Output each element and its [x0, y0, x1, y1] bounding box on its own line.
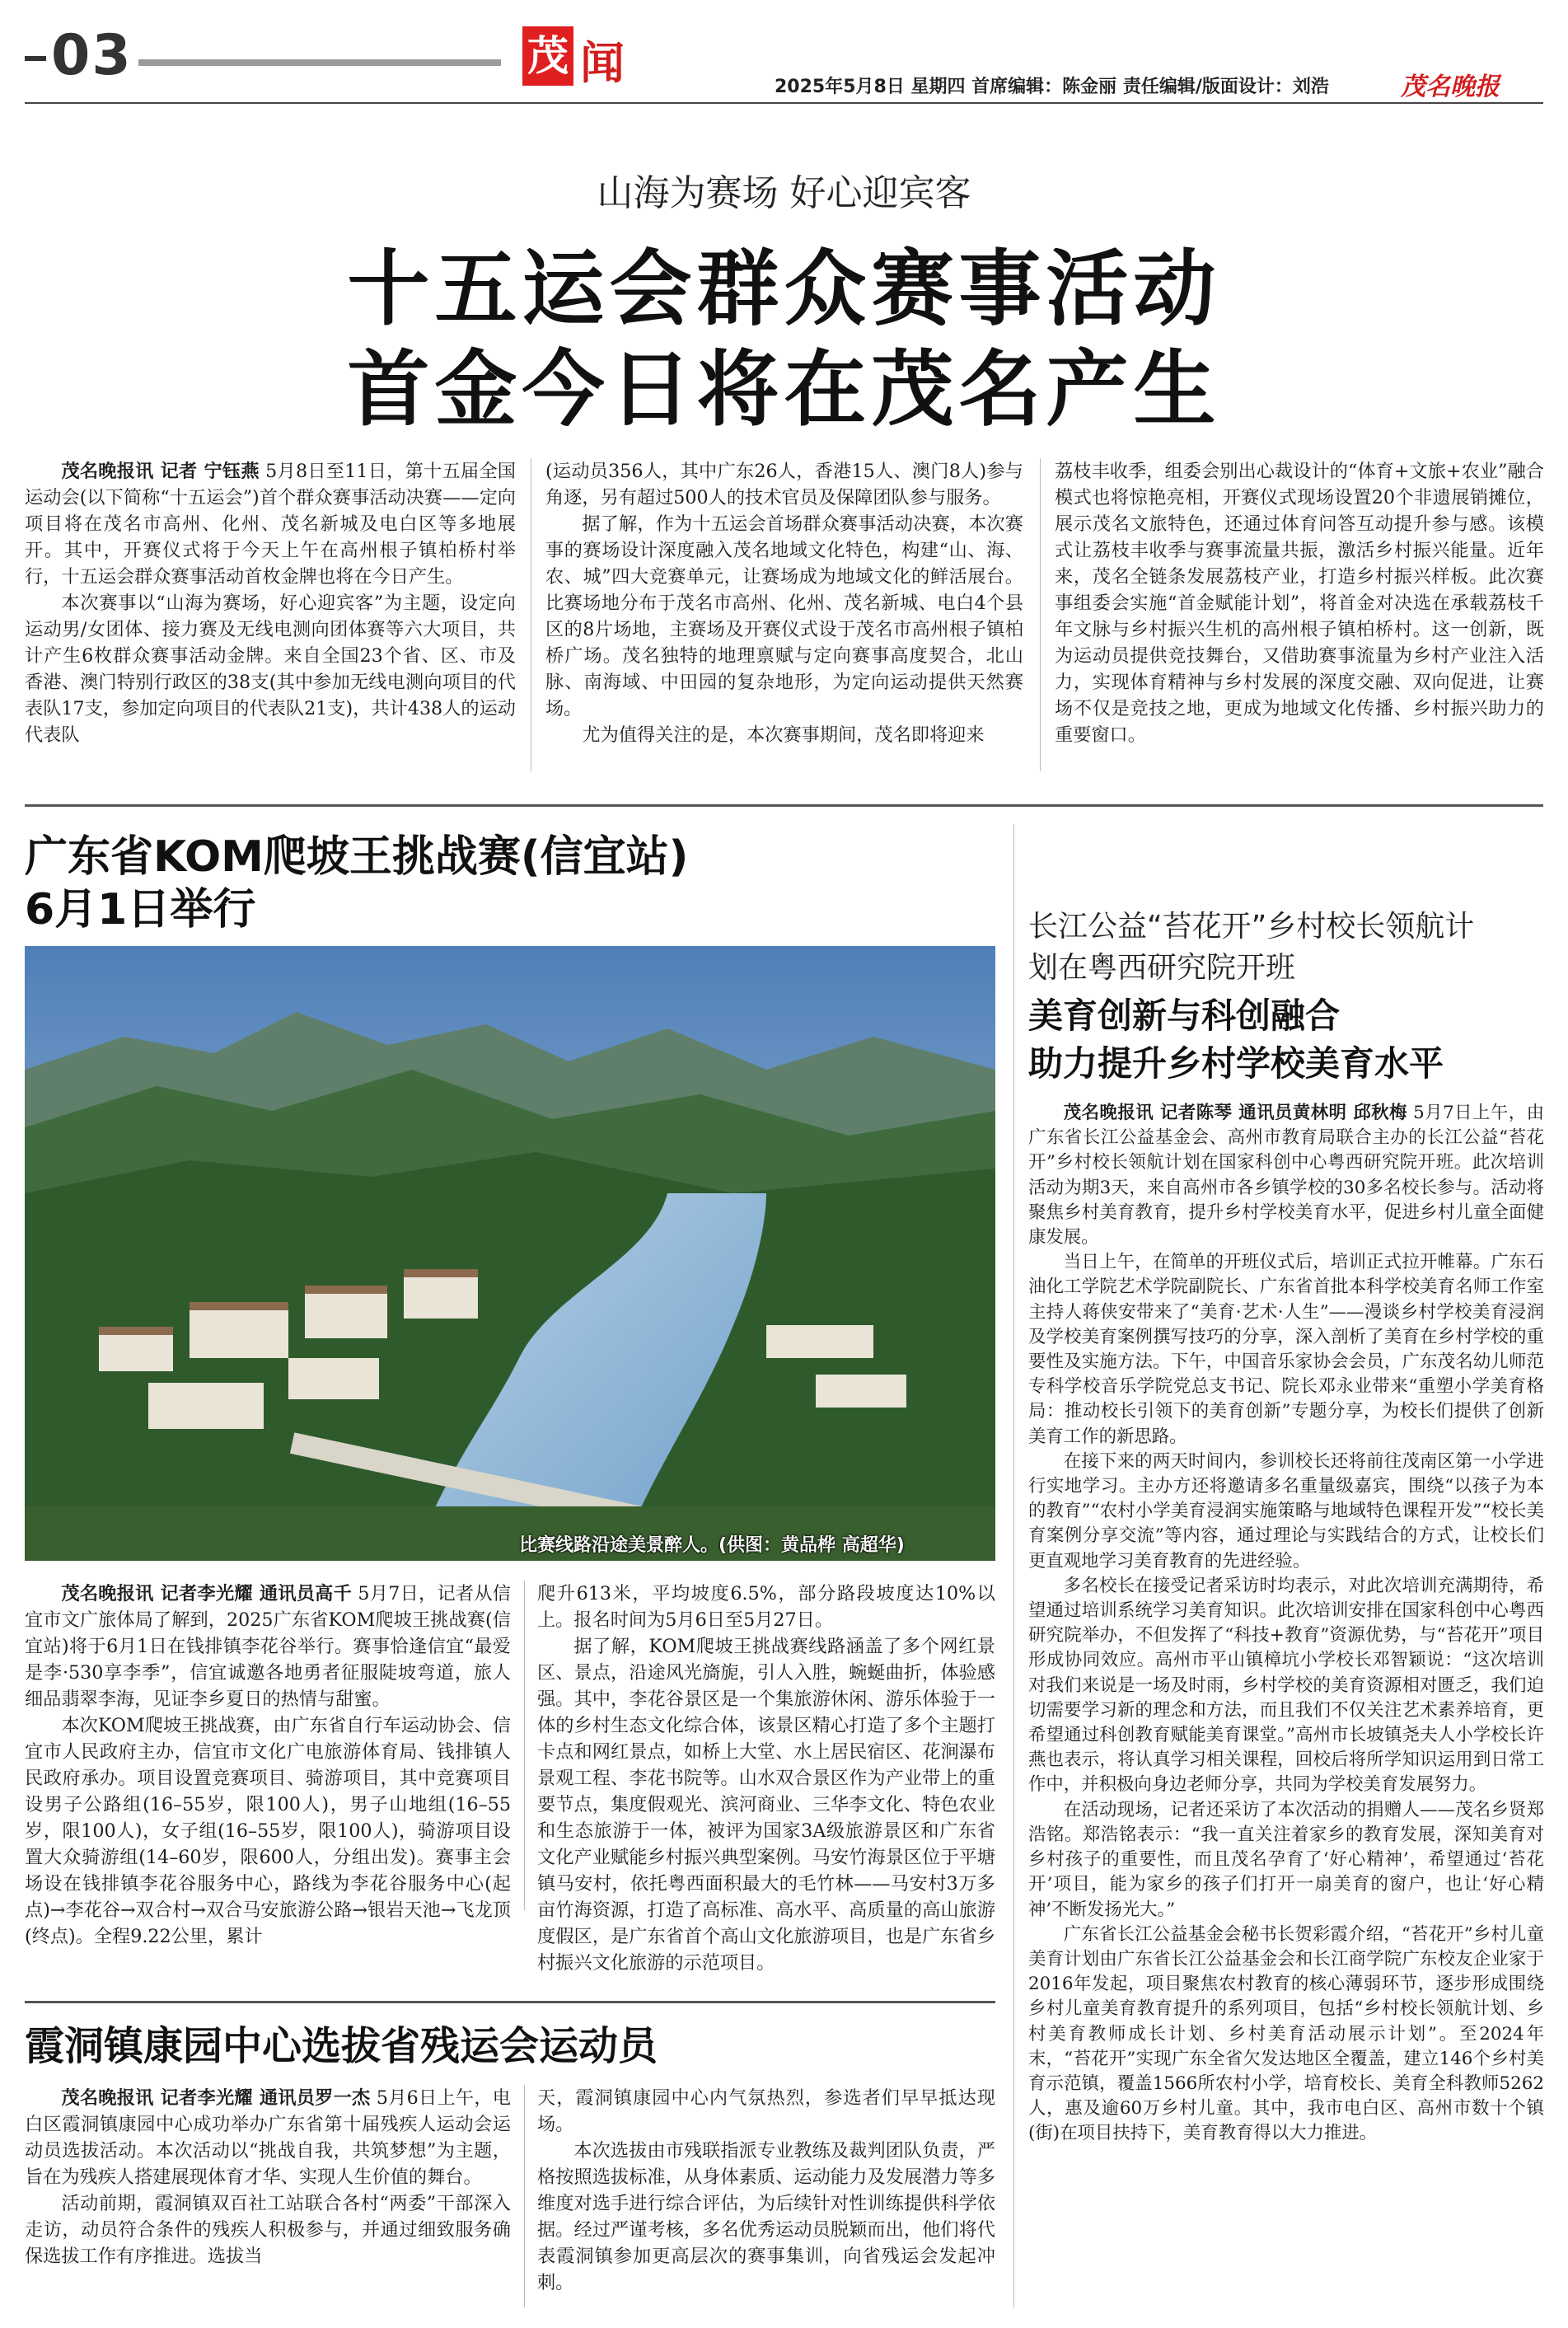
kom-title-line2: 6月1日举行 — [25, 885, 256, 934]
lead-byline: 茂名晚报讯 记者 宁钰燕 — [61, 461, 260, 482]
xiadong-col1-para2: 活动前期，霞洞镇双百社工站联合各村“两委”干部深入走访，动员符合条件的残疾人积极参与，并通过细致服务确保选拔工作有序推进。选拔当 — [25, 2193, 511, 2267]
lead-col3-para1: 荔枝丰收季，组委会别出心裁设计的“体育+文旅+农业”融合模式也将惊艳亮相，开赛仪式现场设置20个非遗展销摊位，展示茂名文旅特色，还通过体育问答互动提升参与感。该模式让荔枝丰收季与赛事流量共振，激活乡村振兴能量。近年来，茂名全链条发展荔枝产业，打造乡村振兴样板。此次赛事组委会实施“首金赋能计划”，将首金对决选在承载荔枝千年文脉与乡村振兴生机的高州根子镇柏桥村。这一创新，既为运动员提供竞技舞台，又借助赛事流量为乡村产业注入活力，实现体育精神与乡村发展的深度交融、双向促进，让赛场不仅是竞技之地，更成为地域文化传播、乡村振兴助力的重要窗口。 — [1055, 461, 1544, 746]
yangtze-intro — [1028, 906, 1474, 989]
yangtze-para6: 广东省长江公益基金会秘书长贺彩霞介绍，“苔花开”乡村儿童美育计划由广东省长江公益基金会和长江商学院广东校友企业家于2016年发起，项目聚焦农村教育的核心薄弱环节，逐步形成围绕乡村儿童美育教育提升的系列项目，包括“乡村校长领航计划、乡村美育教师成长计划、乡村美育活动展示计划”。至2024年末，“苔花开”实现广东全省欠发达地区全覆盖，建立146个乡村美育示范镇，覆盖1566所农村小学，培育校长、美育全科教师5262人，惠及逾60万乡村儿童。其中，我市电白区、高州市数十个镇(街)在项目扶持下，美育教育得以大力推进。 — [1028, 1923, 1544, 2144]
kom-byline: 茂名晚报讯 记者李光耀 通讯员高千 — [61, 1583, 353, 1604]
paper-logo: 茂名晚报 — [1401, 73, 1500, 101]
lead-col1-para1: 5月8日至11日，第十五届全国运动会(以下简称“十五运会”)首个群众赛事活动决赛——定向项目将在茂名市高州、化州、茂名新城及电白区等多地展开。其中，开赛仪式将于今天上午在高州根子镇柏桥村举行，十五运会群众赛事活动首枚金牌也将在今日产生。 — [25, 461, 516, 588]
section-rule — [25, 804, 1543, 807]
issue-info: 2025年5月8日 星期四 首席编辑：陈金丽 责任编辑/版面设计：刘浩 — [775, 77, 1329, 97]
lead-col2-para3: 尤为值得关注的是，本次赛事期间，茂名即将迎来 — [582, 724, 985, 746]
yangtze-para4: 多名校长在接受记者采访时均表示，对此次培训充满期待，希望通过培训系统学习美育知识。此次培训安排在国家科创中心粤西研究院举办，不但发挥了“科技+教育”资源优势，与“苔花开”项目形成协同效应。高州市平山镇樟坑小学校长邓智颖说：“这次培训对我们来说是一场及时雨，乡村学校的美育资源相对匮乏，我们迫切需要学习新的理念和方法，而且我们不仅关注艺术素养培育，更希望通过科创教育赋能美育课堂。”高州市长坡镇尧夫人小学校长许燕也表示，将认真学习相关课程，回校后将所学知识运用到日常工作中，并积极向身边老师分享，共同为学校美育发展努力。 — [1028, 1575, 1544, 1796]
lead-col2-para1: (运动员356人，其中广东26人，香港15人、澳门8人)参与角逐，另有超过500人的技术官员及保障团队参与服务。 — [545, 461, 1023, 508]
kom-column-2 — [537, 1581, 995, 1976]
mountain-town-image — [25, 946, 995, 1561]
xiadong-title: 霞洞镇康园中心选拔省残运会运动员 — [25, 2023, 658, 2069]
yangtze-para3: 在接下来的两天时间内，参训校长还将前往茂南区第一小学进行实地学习。主办方还将邀请多名重量级嘉宾，围绕“以孩子为本的教育”“农村小学美育浸润实施策略与地域特色课程开发”“校长美育案例分享交流”等内容，通过理论与实践结合的方式，让校长们更直观地学习美育教育的先进经验。 — [1028, 1450, 1544, 1572]
yangtze-para1: 5月7日上午，由广东省长江公益基金会、高州市教育局联合主办的长江公益“苔花开”乡村校长领航计划在国家科创中心粤西研究院开班。此次培训活动为期3天，来自高州市各乡镇学校的30多名校长参与。活动将聚焦乡村美育教育，提升乡村学校美育水平，促进乡村儿童全面健康发展。 — [1028, 1103, 1544, 1248]
yangtze-para5: 在活动现场，记者还采访了本次活动的捐赠人——茂名乡贤郑浩铭。郑浩铭表示：“我一直关注着家乡的教育发展，深知美育对乡村孩子的重要性，而且茂名孕育了‘好心精神’，希望通过‘苔花开’项目，能为家乡的孩子们打开一扇美育的窗户，也让‘好心精神’不断发扬光大。” — [1028, 1799, 1544, 1920]
yangtze-body — [1028, 1101, 1544, 2147]
kom-col2-para1: 爬升613米，平均坡度6.5%，部分路段坡度达10%以上。报名时间为5月6日至5月27日。 — [537, 1583, 995, 1631]
xiadong-column-2 — [537, 2085, 995, 2296]
lead-kicker: 山海为赛场 好心迎宾客 — [597, 172, 971, 214]
section-badge: 茂 — [522, 26, 573, 86]
lead-column-1 — [25, 458, 516, 748]
kom-photo — [25, 946, 995, 1561]
lead-headline-line1: 十五运会群众赛事活动 — [347, 241, 1221, 337]
page-header — [0, 0, 1568, 99]
yangtze-title-line1: 美育创新与科创融合 — [1028, 995, 1341, 1036]
yangtze-intro-line2: 划在粤西研究院开班 — [1028, 951, 1296, 985]
lead-headline-line2: 首金今日将在茂名产生 — [347, 341, 1221, 438]
xiadong-col2-para1: 天，霞洞镇康园中心内气氛热烈，参选者们早早抵达现场。 — [537, 2087, 995, 2135]
yangtze-intro-line1: 长江公益“苔花开”乡村校长领航计 — [1028, 910, 1475, 944]
kom-title — [25, 831, 688, 936]
lead-col2-para2: 据了解，作为十五运会首场群众赛事活动决赛，本次赛事的赛场设计深度融入茂名地域文化特色，构建“山、海、农、城”四大竞赛单元，让赛场成为地域文化的鲜活展台。比赛场地分布于茂名市高州、化州、茂名新城、电白4个县区的8片场地，主赛场及开赛仪式设于茂名市高州根子镇柏桥广场。茂名独特的地理禀赋与定向赛事高度契合，北山脉、南海域、中田园的复杂地形，为定向运动提供天然赛场。 — [545, 513, 1023, 719]
photo-caption: 比赛线路沿途美景醉人。(供图：黄品桦 高超华) — [519, 1535, 905, 1556]
header-rule — [138, 59, 501, 66]
kom-col2-para2: 据了解，KOM爬坡王挑战赛线路涵盖了多个网红景区、景点，沿途风光旖旎，引人入胜，蜿蜒曲折，体验感强。其中，李花谷景区是一个集旅游休闲、游乐体验于一体的乡村生态文化综合体，该景区精心打造了多个主题打卡点和网红景点，如桥上大堂、水上居民宿区、花涧瀑布景观工程、李花书院等。山水双合景区作为产业带上的重要节点，集度假观光、滨河商业、三华李文化、特色农业和生态旅游于一体，被评为国家3A级旅游景区和广东省文化产业赋能乡村振兴典型案例。马安竹海景区位于平塘镇马安村，依托粤西面积最大的毛竹林——马安村3万多亩竹海资源，打造了高标准、高水平、高质量的高山旅游度假区，是广东省首个高山文化旅游项目，也是广东省乡村振兴文化旅游的示范项目。 — [537, 1636, 995, 1974]
header-divider — [25, 102, 1543, 104]
kom-column-1 — [25, 1581, 511, 1950]
column-divider — [1040, 458, 1041, 771]
xiadong-byline: 茂名晚报讯 记者李光耀 通讯员罗一杰 — [61, 2087, 371, 2109]
column-divider — [524, 1581, 525, 1910]
xiadong-column-1 — [25, 2085, 511, 2269]
kom-title-line1: 广东省KOM爬坡王挑战赛(信宜站) — [25, 832, 689, 882]
yangtze-title-line2: 助力提升乡村学校美育水平 — [1028, 1043, 1444, 1084]
lead-column-3 — [1055, 458, 1544, 748]
section-rule — [25, 2001, 995, 2003]
section-name: 闻 — [580, 37, 625, 89]
yangtze-byline: 茂名晚报讯 记者陈琴 通讯员黄林明 邱秋梅 — [1063, 1103, 1407, 1123]
page-number: 03 — [25, 23, 133, 88]
column-divider — [524, 2085, 525, 2307]
kom-col1-para1: 5月7日，记者从信宜市文广旅体局了解到，2025广东省KOM爬坡王挑战赛(信宜站)将于6月1日在钱排镇李花谷举行。赛事恰逢信宜“最爱是李·530享李季”，信宜诚邀各地勇者征服陡坡弯道，旅人细品翡翠李海，见证李乡夏日的热情与甜蜜。 — [25, 1583, 511, 1710]
lead-col1-para2: 本次赛事以“山海为赛场，好心迎宾客”为主题，设定向运动男/女团体、接力赛及无线电测向团体赛等六大项目，共计产生6枚群众赛事活动金牌。来自全国23个省、区、市及香港、澳门特别行政区的38支(其中参加无线电测向项目的代表队17支，参加定向项目的代表队21支)，共计438人的运动代表队 — [25, 593, 516, 746]
xiadong-col2-para2: 本次选拔由市残联指派专业教练及裁判团队负责，严格按照选拔标准，从身体素质、运动能力及发展潜力等多维度对选手进行综合评估，为后续针对性训练提供科学依据。经过严谨考核，多名优秀运动员脱颖而出，他们将代表霞洞镇参加更高层次的赛事集训，向省残运会发起冲刺。 — [537, 2140, 995, 2293]
kom-col1-para2: 本次KOM爬坡王挑战赛，由广东省自行车运动协会、信宜市人民政府主办，信宜市文化广电旅游体育局、钱排镇人民政府承办。项目设置竞赛项目、骑游项目，其中竞赛项目设男子公路组(16–55岁，限100人)，男子山地组(16–55岁，限100人)，女子组(16–55岁，限100人)，骑游项目设置大众骑游组(14–60岁，限600人，分组出发)。赛事主会场设在钱排镇李花谷服务中心，路线为李花谷服务中心(起点)→李花谷→双合村→双合马安旅游公路→银岩天池→飞龙顶(终点)。全程9.22公里，累计 — [25, 1715, 511, 1947]
column-divider — [1013, 824, 1014, 2307]
yangtze-title — [1028, 992, 1444, 1088]
xiadong-col1-para1: 5月6日上午，电白区霞洞镇康园中心成功举办广东省第十届残疾人运动会运动员选拔活动。本次活动以“挑战自我，共筑梦想”为主题，旨在为残疾人搭建展现体育才华、实现人生价值的舞台。 — [25, 2087, 511, 2188]
yangtze-para2: 当日上午，在简单的开班仪式后，培训正式拉开帷幕。广东石油化工学院艺术学院副院长、广东省首批本科学校美育名师工作室主持人蒋侠安带来了“美育·艺术·人生”——漫谈乡村学校美育浸润及学校美育案例撰写技巧的分享，深入剖析了美育在乡村学校的重要性及实施方法。下午，中国音乐家协会会员，广东茂名幼儿师范专科学校音乐学院党总支书记、院长邓永业带来“重塑小学美育格局：推动校长引领下的美育创新”专题分享，为校长们提供了创新美育工作的新思路。 — [1028, 1252, 1544, 1447]
lead-column-2 — [545, 458, 1023, 748]
